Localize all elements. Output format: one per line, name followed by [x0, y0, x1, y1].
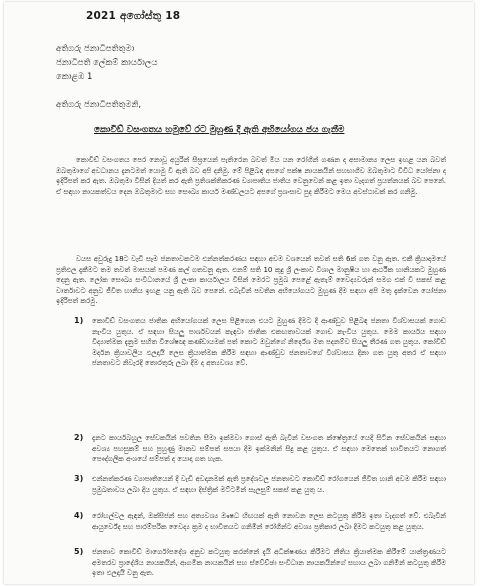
salutation: අතිගරු ජනාධිපතිතුමනි,	[56, 100, 142, 110]
proposal-list	[74, 474, 446, 495]
list-item	[74, 433, 446, 465]
list-item	[74, 474, 446, 495]
proposal-list	[74, 433, 446, 465]
item-text: කොවිඩ් වසංගතය ජාතික අභියෝගයක් ලෙස පිළිගෙන එයට මුහුණ දීමට දී ආණ්ඩුව පිළිබඳ ජනතා විශ්වාසයක් ගොඩ නැංවිය යුතුය. ඒ සඳහා සියලු පාර්ශවයන් කැඳවා ජාතික එකඟතාවයක් ගොඩ නැංවිය යුතුය. මෙම කාර්යය සඳහා විද්‍යාත්මක දැනුම සහිත විශේෂඥ කණ්ඩායමක් පත් කොට ඔවුන්ගේ නිර්දේශ මත පදනම්ව සියලු තීරණ ගත යුතුය. කෝවිඩ් මර්දන ක්‍රියාවලිය ඵලදායී ලෙස ක්‍රියාත්මක කිරීම සඳහා ආණ්ඩුව ජනතාවගේ විශ්වාසය දිනා ගත යුතු අතර ඒ සඳහා ජනතාවට නිවැරදි තොරතුරු ලබා දීම ද අත්‍යවශ්‍ය වේ.	[92, 317, 446, 368]
proposal-list	[74, 316, 446, 369]
item-text: දැනට කාර්යබහුල සේවකයින් පවතින සීමා ඉක්මවා ගොස් ඇති බැවින් වසංගත ක්ෂේත්‍රයේ යෙදී සිටින සේවකයින් සඳහා අවශ්‍ය පහසුකම් සහ පුහුණු මානව සම්පත් සපයා දීම ඉක්මනින් සිදු කළ යුතුය. ඒ සඳහා මෙතෙක් භාවිතයට නොගත් පෞද්ගලික අංශයේ සම්පත් ද යොදා ගත හැක.	[92, 434, 446, 464]
proposal-list	[74, 511, 446, 532]
item-number: 1)	[74, 316, 84, 325]
item-text: ජනතාව කොවිඩ් මාර්ගෝපදේශ අනුව කටයුතු කරන්නේ දැයි අධීක්ෂණය කිරීමට නීතිය ක්‍රියාත්මක කිරීමේ යාන්ත්‍රණයට අමතරව ප්‍රාදේශීය නායකයින්, ආගමික නායකයින් සහ ස්වේච්ඡා සංවිධාන නායකයින්ගේ සහාය ලබා ගනිමින් කටයුතු කිරීම ඉතා ඵලදායී වනු ඇත.	[92, 548, 446, 578]
letter-subject: කොවිඩ් වසංගතය හමුවේ රට මුහුණ දී ඇති අභියෝගය ජය ගැනීම	[94, 125, 345, 135]
address-line: අතිගරු ජනාධිපතිතුමා	[56, 44, 135, 54]
item-text: එන්නත්කරණ ව්‍යාපෘතියෙන් දී වැඩි අවදානමක් ඇති ප්‍රදේශවල ජනතාවට කොවිඩ් රෝගයෙන් ජීවිත හානි අවම කිරීම සඳහා ප්‍රමුඛතාවය ලබා දිය යුතුය. ඒ සඳහා දිස්ත්‍රික් මට්ටමින් සැලසුම් සකස් කළ යුතු ය.	[92, 475, 446, 494]
list-item	[74, 316, 446, 369]
body-paragraph: කොවිඩ් වසංගතය පෙර නොවූ අයුරින් සීඝ්‍රයෙන් පැතිරෙන බවත් මිය යන රෝගීන් ගණන ද අසාමාන්‍ය ලෙස ඉහළ යන බවත් ඔබතුමාගේ අවධානය දැනටමත් යොමු වී ඇති බව අපි දනිමු. මේ පිළිබඳ අපගේ පක්ෂ නායකයින් සහභාගීව ඔබතුමාට විවිධ යෝජනා ද ඉදිරිපත් කර ඇත. ඔබතුමා විසින් දියත් කර ඇති ප්‍රතිශක්තිකරණ ව්‍යාපෘතිය ජාතිය වෙනුවෙන් කළ ඉතා වැදගත් ප්‍රයත්නයක් බව පෙනේ. ඒ සඳහා නායකත්වය දෙන ඔබතුමාට සහ සෞඛ්‍ය කාර්ය මණ්ඩලයට අපගේ ප්‍රශංසාව පුද කිරීමට මෙය අවස්ථාවක් කර ගනිමු.	[56, 156, 446, 196]
list-item	[74, 511, 446, 532]
address-line: කොළඹ 1	[56, 72, 93, 82]
item-number: 5)	[74, 547, 84, 556]
recipient-address	[56, 42, 157, 84]
item-text: රෝහල්වල ඇඳන්, ඔක්සිජන් සහ අත්‍යවශ්‍ය ඖෂධ හිඟයක් ඇති නොවන ලෙස කටයුතු කිරීම ඉතා වැදගත් වේ. එබැවින් ආයුර්වේද සහ පාරම්පරික වෛද්‍ය ක්‍රම ද භාවිතයට ගනිමින් රෝගීන්ට අවශ්‍ය ප්‍රතිකාර ලබා දීමට කටයුතු කළ යුතුය.	[92, 512, 446, 531]
item-number: 4)	[74, 511, 84, 520]
body-paragraph: වයස අවුරුදු 18ට වැඩි සෑම ජනතාවකටම එන්නත්කරණය සඳහා අවම වශයෙන් තවත් සති 6ක් ගත වනු ඇත. එකී ක්‍රියාදාමයේ ප්‍රතිඵල දැකීමට තම තවත් මාසයක් පමණ කල් ගතවනු ඇත. එනම් සති 10 කුදු ශ්‍රී ලංකාව විශාල මානුෂීය හා ආර්ථික හානියකට මුහුණ දෙනු ඇත. ලෝක සෞඛ්‍ය සංවිධානයේ ශ්‍රී ලංකා කාර්යාලය විසින් මෙරට ප්‍රමුඛ පෙළේ ඇතැම් වෛද්‍යවරුන් සමග එක් වී සකස් කළ වාර්තාවට අනුව ජීවිත හානිය ඉහළ යනු ඇති බව පෙනේ. එබැවින් පවතින අභියෝගයට මුහුණ දීම සඳහා අපි මතු දැක්වෙන යෝජනා ඉදිරිපත් කරමු.	[56, 255, 446, 306]
address-line: ජනාධිපති ලේකම් කාර්යාලය	[56, 58, 158, 68]
proposal-list	[74, 547, 446, 579]
list-item	[74, 547, 446, 579]
letter-page	[4, 2, 474, 584]
letter-date: 2021 අගෝස්තු 18	[86, 10, 181, 22]
item-number: 2)	[74, 433, 84, 442]
item-number: 3)	[74, 474, 84, 483]
